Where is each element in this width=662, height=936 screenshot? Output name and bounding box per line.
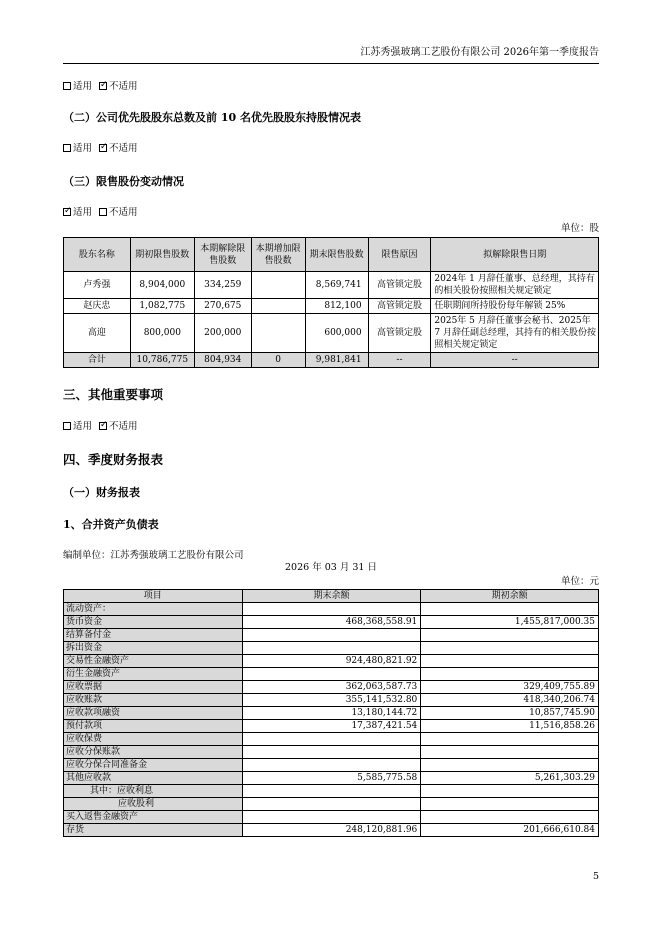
- balance-begin-value: [421, 642, 599, 655]
- balance-begin-value: [421, 655, 599, 668]
- balance-begin-value: [421, 629, 599, 642]
- checkbox-applicable[interactable]: [63, 144, 71, 152]
- table-row: [64, 668, 599, 681]
- balance-end-value: 468,368,558.91: [242, 616, 421, 629]
- balance-end-value: 17,387,421.54: [242, 720, 421, 733]
- balance-item-label: 买入返售金融资产: [64, 811, 243, 824]
- table-row: [64, 772, 599, 785]
- balance-item-label: 其他应收款: [64, 772, 243, 785]
- table-row: [64, 811, 599, 824]
- balance-end-value: 924,480,821.92: [242, 655, 421, 668]
- table-row: [64, 798, 599, 811]
- balance-end-value: [242, 785, 421, 798]
- table-row: [64, 824, 599, 837]
- checkbox-row-2: 适用 ✓ 不适用: [63, 142, 138, 156]
- column-header: 本期解除限售股数: [194, 238, 251, 272]
- column-header: 期初限售股数: [130, 238, 194, 272]
- column-header: 本期增加限售股数: [251, 238, 305, 272]
- checkbox-not-applicable[interactable]: [99, 208, 107, 216]
- section-preferred-title: （二）公司优先股股东总数及前 10 名优先股股东持股情况表: [63, 111, 361, 124]
- checkbox-not-applicable[interactable]: [99, 144, 107, 152]
- balance-sheet-table: [63, 589, 599, 837]
- balance-begin-value: [421, 668, 599, 681]
- balance-end-value: [242, 733, 421, 746]
- balance-end-value: [242, 798, 421, 811]
- table-row: 高迎 800,000 200,000 600,000 高管锁定股 2025年 5 月辞任董事会秘书、2025年 7 月辞任副总经理，其持有的相关股份按照相关规定锁定: [64, 314, 599, 353]
- balance-end-value: 355,141,532.80: [242, 694, 421, 707]
- balance-item-label: 预付款项: [64, 720, 243, 733]
- balance-end-value: [242, 746, 421, 759]
- checkbox-row-4: 适用 ✓ 不适用: [63, 420, 138, 434]
- table-row: [64, 759, 599, 772]
- section-statements-title: （一）财务报表: [63, 486, 140, 499]
- table-row: [64, 642, 599, 655]
- balance-begin-value: [421, 785, 599, 798]
- restricted-unit: 单位：股: [560, 223, 599, 234]
- section-balance-title: 1、合并资产负债表: [63, 518, 159, 531]
- balance-begin-value: [421, 798, 599, 811]
- page-number: 5: [592, 871, 599, 882]
- balance-item-label: 应收股利: [64, 798, 243, 811]
- checkbox-not-applicable[interactable]: [99, 422, 107, 430]
- checkbox-not-applicable[interactable]: [99, 82, 107, 90]
- balance-item-label: 其中：应收利息: [64, 785, 243, 798]
- table-row: [64, 694, 599, 707]
- balance-unit: 单位：元: [560, 576, 599, 587]
- column-header: 股东名称: [64, 238, 131, 272]
- balance-begin-value: 11,516,858.26: [421, 720, 599, 733]
- table-row: [64, 785, 599, 798]
- table-row: 赵庆忠 1,082,775 270,675 812,100 高管锁定股 任职期间所持股份每年解锁 25%: [64, 299, 599, 314]
- balance-item-label: 应收款项融资: [64, 707, 243, 720]
- table-total-row: 合计 10,786,775 804,934 0 9,981,841 -- --: [64, 353, 599, 368]
- table-header-row: [64, 238, 599, 272]
- report-date: 2026 年 03 月 31 日: [285, 562, 377, 573]
- balance-end-value: 13,180,144.72: [242, 707, 421, 720]
- table-row: 卢秀强 8,904,000 334,259 8,569,741 高管锁定股 2024年 1 月辞任董事、总经理，其持有的相关股份按照相关规定锁定: [64, 272, 599, 299]
- balance-end-value: 5,585,775.58: [242, 772, 421, 785]
- column-header: 期末余额: [242, 590, 421, 603]
- balance-end-value: [242, 642, 421, 655]
- balance-end-value: [242, 668, 421, 681]
- section-restricted-title: （三）限售股份变动情况: [63, 175, 184, 188]
- table-row: [64, 629, 599, 642]
- section-financial-title: 四、季度财务报表: [63, 452, 164, 467]
- balance-end-value: [242, 759, 421, 772]
- table-row: [64, 603, 599, 616]
- column-header: 限售原因: [368, 238, 431, 272]
- balance-item-label: 结算备付金: [64, 629, 243, 642]
- checkbox-applicable[interactable]: [63, 208, 71, 216]
- balance-begin-value: 201,666,610.84: [421, 824, 599, 837]
- balance-end-value: 362,063,587.73: [242, 681, 421, 694]
- table-row: [64, 681, 599, 694]
- checkbox-row-3: ✓适用 不适用: [63, 206, 138, 220]
- balance-end-value: [242, 811, 421, 824]
- table-row: [64, 720, 599, 733]
- table-row: [64, 707, 599, 720]
- balance-begin-value: [421, 733, 599, 746]
- balance-begin-value: [421, 759, 599, 772]
- column-header: 拟解除限售日期: [431, 238, 599, 272]
- checkbox-applicable[interactable]: [63, 82, 71, 90]
- header-divider: [63, 63, 599, 64]
- balance-begin-value: 5,261,303.29: [421, 772, 599, 785]
- balance-item-label: 交易性金融资产: [64, 655, 243, 668]
- table-header-row: [64, 590, 599, 603]
- balance-item-label: 应收分保合同准备金: [64, 759, 243, 772]
- checkbox-row-1: 适用 ✓ 不适用: [63, 80, 138, 94]
- column-header: 期初余额: [421, 590, 599, 603]
- balance-begin-value: 10,857,745.90: [421, 707, 599, 720]
- section-other-title: 三、其他重要事项: [63, 387, 164, 402]
- balance-item-label: 流动资产：: [64, 603, 243, 616]
- balance-item-label: 货币资金: [64, 616, 243, 629]
- balance-end-value: 248,120,881.96: [242, 824, 421, 837]
- balance-item-label: 应收保费: [64, 733, 243, 746]
- balance-begin-value: [421, 603, 599, 616]
- compiler-line: 编制单位：江苏秀强玻璃工艺股份有限公司: [63, 550, 244, 561]
- table-row: [64, 655, 599, 668]
- table-row: [64, 616, 599, 629]
- column-header: 期末限售股数: [305, 238, 368, 272]
- balance-begin-value: 1,455,817,000.35: [421, 616, 599, 629]
- balance-begin-value: 329,409,755.89: [421, 681, 599, 694]
- balance-item-label: 应收账款: [64, 694, 243, 707]
- restricted-shares-table: [63, 237, 599, 368]
- balance-end-value: [242, 629, 421, 642]
- balance-item-label: 衍生金融资产: [64, 668, 243, 681]
- balance-begin-value: 418,340,206.74: [421, 694, 599, 707]
- balance-begin-value: [421, 811, 599, 824]
- table-row: [64, 733, 599, 746]
- page-header: 江苏秀强玻璃工艺股份有限公司 2026年第一季度报告: [360, 47, 599, 58]
- balance-end-value: [242, 603, 421, 616]
- balance-item-label: 存货: [64, 824, 243, 837]
- balance-item-label: 应收分保账款: [64, 746, 243, 759]
- balance-item-label: 应收票据: [64, 681, 243, 694]
- column-header: 项目: [64, 590, 243, 603]
- balance-item-label: 拆出资金: [64, 642, 243, 655]
- checkbox-applicable[interactable]: [63, 422, 71, 430]
- balance-begin-value: [421, 746, 599, 759]
- table-row: [64, 746, 599, 759]
